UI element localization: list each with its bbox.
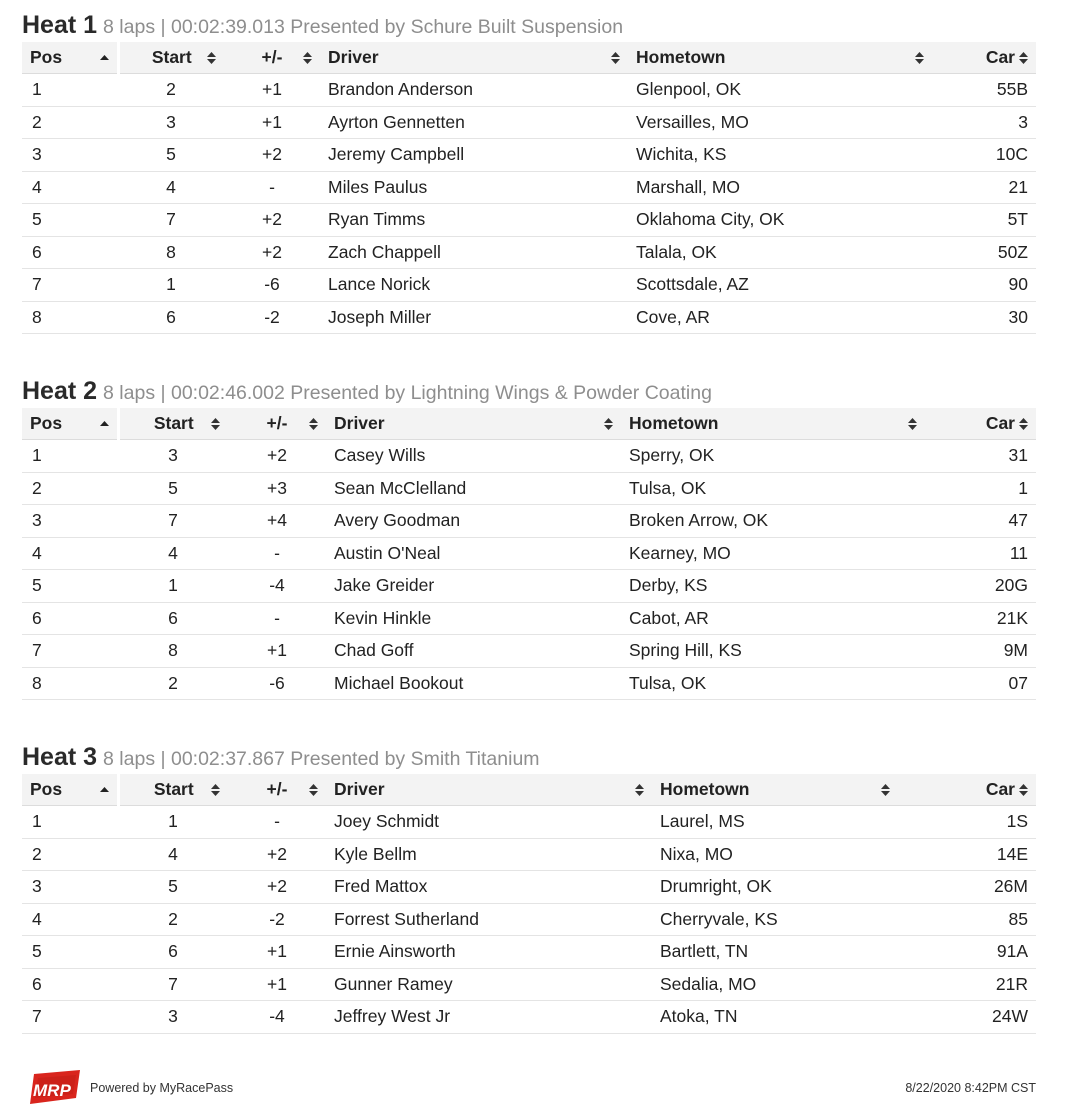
column-header-start[interactable] bbox=[118, 774, 228, 806]
heat-2-section bbox=[22, 374, 1036, 700]
column-header-hometown[interactable] bbox=[621, 408, 925, 440]
heat-title bbox=[22, 374, 1036, 408]
cell-driver[interactable]: Ayrton Gennetten bbox=[320, 106, 628, 139]
cell-start: 5 bbox=[118, 871, 228, 904]
cell-change: +2 bbox=[224, 139, 320, 172]
cell-start: 6 bbox=[118, 301, 224, 334]
heat-1-section bbox=[22, 8, 1036, 334]
column-header-label: Driver bbox=[328, 47, 379, 67]
cell-driver[interactable]: Jake Greider bbox=[326, 570, 621, 603]
cell-pos: 4 bbox=[22, 171, 118, 204]
column-header-car[interactable] bbox=[925, 408, 1036, 440]
column-header-label: Start bbox=[153, 779, 194, 799]
table-row bbox=[22, 171, 1036, 204]
table-row bbox=[22, 537, 1036, 570]
cell-pos: 7 bbox=[22, 1001, 118, 1034]
column-header-label: Pos bbox=[30, 413, 63, 433]
column-header-start[interactable] bbox=[118, 42, 224, 74]
heat-title bbox=[22, 740, 1036, 774]
sort-both-icon bbox=[309, 784, 318, 796]
logo-text: MRP bbox=[33, 1081, 71, 1100]
column-header-car[interactable] bbox=[932, 42, 1036, 74]
sort-both-icon bbox=[915, 52, 924, 64]
column-header-label: Hometown bbox=[636, 47, 726, 67]
column-header-label: Pos bbox=[30, 779, 63, 799]
cell-driver[interactable]: Miles Paulus bbox=[320, 171, 628, 204]
cell-hometown: Cabot, AR bbox=[621, 602, 925, 635]
cell-car: 3 bbox=[932, 106, 1036, 139]
cell-change: -2 bbox=[228, 903, 326, 936]
cell-pos: 4 bbox=[22, 903, 118, 936]
column-header-driver[interactable] bbox=[320, 42, 628, 74]
cell-start: 4 bbox=[118, 838, 228, 871]
cell-driver[interactable]: Lance Norick bbox=[320, 269, 628, 302]
sort-both-icon bbox=[1019, 418, 1028, 430]
table-row bbox=[22, 871, 1036, 904]
column-header-label: Car bbox=[985, 779, 1015, 799]
heat-title bbox=[22, 8, 1036, 42]
cell-hometown: Cove, AR bbox=[628, 301, 932, 334]
cell-pos: 5 bbox=[22, 936, 118, 969]
cell-car: 10C bbox=[932, 139, 1036, 172]
cell-hometown: Marshall, MO bbox=[628, 171, 932, 204]
column-header-hometown[interactable] bbox=[628, 42, 932, 74]
cell-car: 91A bbox=[898, 936, 1036, 969]
cell-pos: 3 bbox=[22, 871, 118, 904]
footer bbox=[26, 1069, 1036, 1105]
cell-change: +2 bbox=[224, 236, 320, 269]
cell-car: 31 bbox=[925, 440, 1036, 473]
cell-car: 90 bbox=[932, 269, 1036, 302]
sort-asc-icon bbox=[100, 418, 109, 430]
cell-pos: 6 bbox=[22, 968, 118, 1001]
cell-pos: 3 bbox=[22, 505, 118, 538]
cell-hometown: Cherryvale, KS bbox=[652, 903, 898, 936]
cell-car: 1S bbox=[898, 806, 1036, 839]
cell-change: +2 bbox=[228, 871, 326, 904]
cell-driver[interactable]: Avery Goodman bbox=[326, 505, 621, 538]
cell-pos: 3 bbox=[22, 139, 118, 172]
table-row bbox=[22, 269, 1036, 302]
cell-hometown: Kearney, MO bbox=[621, 537, 925, 570]
table-row bbox=[22, 968, 1036, 1001]
cell-driver[interactable]: Casey Wills bbox=[326, 440, 621, 473]
heat-info: 8 laps | 00:02:39.013 Presented by Schure Built Suspension bbox=[103, 16, 624, 38]
cell-change: - bbox=[228, 537, 326, 570]
cell-change: +1 bbox=[224, 106, 320, 139]
cell-driver[interactable]: Michael Bookout bbox=[326, 667, 621, 700]
cell-driver[interactable]: Zach Chappell bbox=[320, 236, 628, 269]
cell-start: 6 bbox=[118, 602, 228, 635]
cell-hometown: Sperry, OK bbox=[621, 440, 925, 473]
column-header-change[interactable] bbox=[228, 408, 326, 440]
column-header-start[interactable] bbox=[118, 408, 228, 440]
cell-car: 47 bbox=[925, 505, 1036, 538]
cell-hometown: Wichita, KS bbox=[628, 139, 932, 172]
cell-driver[interactable]: Fred Mattox bbox=[326, 871, 652, 904]
cell-hometown: Nixa, MO bbox=[652, 838, 898, 871]
cell-car: 14E bbox=[898, 838, 1036, 871]
column-header-label: Start bbox=[153, 413, 194, 433]
cell-car: 24W bbox=[898, 1001, 1036, 1034]
cell-change: +2 bbox=[228, 440, 326, 473]
cell-hometown: Bartlett, TN bbox=[652, 936, 898, 969]
cell-driver[interactable]: Gunner Ramey bbox=[326, 968, 652, 1001]
cell-start: 5 bbox=[118, 139, 224, 172]
table-row bbox=[22, 667, 1036, 700]
cell-change: +1 bbox=[224, 74, 320, 107]
cell-start: 3 bbox=[118, 1001, 228, 1034]
cell-change: +4 bbox=[228, 505, 326, 538]
cell-change: +1 bbox=[228, 635, 326, 668]
sort-both-icon bbox=[1019, 52, 1028, 64]
cell-start: 8 bbox=[118, 236, 224, 269]
cell-car: 21K bbox=[925, 602, 1036, 635]
cell-pos: 1 bbox=[22, 440, 118, 473]
heat-name: Heat 2 bbox=[22, 377, 98, 405]
cell-hometown: Versailles, MO bbox=[628, 106, 932, 139]
cell-pos: 4 bbox=[22, 537, 118, 570]
cell-driver[interactable]: Brandon Anderson bbox=[320, 74, 628, 107]
cell-driver[interactable]: Forrest Sutherland bbox=[326, 903, 652, 936]
table-row bbox=[22, 106, 1036, 139]
cell-start: 5 bbox=[118, 472, 228, 505]
heat-name: Heat 3 bbox=[22, 743, 98, 771]
sort-both-icon bbox=[908, 418, 917, 430]
cell-pos: 7 bbox=[22, 269, 118, 302]
table-row bbox=[22, 505, 1036, 538]
myracepass-logo[interactable] bbox=[26, 1070, 80, 1104]
cell-pos: 1 bbox=[22, 806, 118, 839]
cell-pos: 6 bbox=[22, 602, 118, 635]
table-row bbox=[22, 635, 1036, 668]
cell-hometown: Laurel, MS bbox=[652, 806, 898, 839]
cell-start: 2 bbox=[118, 903, 228, 936]
heat-3-section bbox=[22, 740, 1036, 1034]
cell-hometown: Scottsdale, AZ bbox=[628, 269, 932, 302]
column-header-pos[interactable] bbox=[22, 42, 118, 74]
cell-start: 8 bbox=[118, 635, 228, 668]
cell-driver[interactable]: Kyle Bellm bbox=[326, 838, 652, 871]
cell-change: -2 bbox=[224, 301, 320, 334]
results-table bbox=[22, 42, 1036, 334]
results-table bbox=[22, 774, 1036, 1034]
cell-change: -4 bbox=[228, 570, 326, 603]
cell-driver[interactable]: Ryan Timms bbox=[320, 204, 628, 237]
cell-start: 1 bbox=[118, 806, 228, 839]
cell-hometown: Tulsa, OK bbox=[621, 472, 925, 505]
powered-by-label[interactable]: Powered by MyRacePass bbox=[90, 1081, 234, 1095]
sort-both-icon bbox=[303, 52, 312, 64]
sort-asc-icon bbox=[100, 52, 109, 64]
table-row bbox=[22, 570, 1036, 603]
cell-start: 4 bbox=[118, 171, 224, 204]
sort-both-icon bbox=[211, 418, 220, 430]
cell-pos: 2 bbox=[22, 106, 118, 139]
heat-info: 8 laps | 00:02:46.002 Presented by Lightning Wings & Powder Coating bbox=[103, 382, 712, 404]
column-header-label: Start bbox=[151, 47, 192, 67]
cell-car: 9M bbox=[925, 635, 1036, 668]
sort-both-icon bbox=[309, 418, 318, 430]
cell-change: - bbox=[228, 806, 326, 839]
cell-change: +2 bbox=[228, 838, 326, 871]
cell-car: 21R bbox=[898, 968, 1036, 1001]
cell-start: 1 bbox=[118, 570, 228, 603]
table-row bbox=[22, 602, 1036, 635]
sort-both-icon bbox=[881, 784, 890, 796]
column-header-car[interactable] bbox=[898, 774, 1036, 806]
cell-change: +3 bbox=[228, 472, 326, 505]
table-row bbox=[22, 139, 1036, 172]
cell-change: -6 bbox=[224, 269, 320, 302]
cell-change: - bbox=[224, 171, 320, 204]
table-row bbox=[22, 838, 1036, 871]
cell-car: 30 bbox=[932, 301, 1036, 334]
cell-pos: 5 bbox=[22, 570, 118, 603]
table-row bbox=[22, 301, 1036, 334]
cell-change: +1 bbox=[228, 936, 326, 969]
cell-start: 7 bbox=[118, 968, 228, 1001]
cell-pos: 1 bbox=[22, 74, 118, 107]
cell-driver[interactable]: Joseph Miller bbox=[320, 301, 628, 334]
cell-pos: 6 bbox=[22, 236, 118, 269]
sort-asc-icon bbox=[100, 784, 109, 796]
timestamp: 8/22/2020 8:42PM CST bbox=[905, 1081, 1036, 1095]
cell-car: 55B bbox=[932, 74, 1036, 107]
results-table bbox=[22, 408, 1036, 700]
cell-car: 20G bbox=[925, 570, 1036, 603]
column-header-change[interactable] bbox=[224, 42, 320, 74]
column-header-hometown[interactable] bbox=[652, 774, 898, 806]
column-header-label: Hometown bbox=[660, 779, 750, 799]
table-row bbox=[22, 472, 1036, 505]
table-row bbox=[22, 1001, 1036, 1034]
table-row bbox=[22, 204, 1036, 237]
sort-both-icon bbox=[1019, 784, 1028, 796]
cell-car: 50Z bbox=[932, 236, 1036, 269]
cell-hometown: Sedalia, MO bbox=[652, 968, 898, 1001]
sort-both-icon bbox=[604, 418, 613, 430]
table-row bbox=[22, 440, 1036, 473]
cell-change: -6 bbox=[228, 667, 326, 700]
cell-car: 1 bbox=[925, 472, 1036, 505]
table-row bbox=[22, 236, 1036, 269]
cell-driver[interactable]: Sean McClelland bbox=[326, 472, 621, 505]
cell-hometown: Glenpool, OK bbox=[628, 74, 932, 107]
cell-pos: 5 bbox=[22, 204, 118, 237]
cell-car: 26M bbox=[898, 871, 1036, 904]
cell-driver[interactable]: Kevin Hinkle bbox=[326, 602, 621, 635]
column-header-change[interactable] bbox=[228, 774, 326, 806]
cell-start: 6 bbox=[118, 936, 228, 969]
cell-start: 3 bbox=[118, 106, 224, 139]
cell-driver[interactable]: Jeffrey West Jr bbox=[326, 1001, 652, 1034]
cell-change: - bbox=[228, 602, 326, 635]
heat-info: 8 laps | 00:02:37.867 Presented by Smith Titanium bbox=[103, 748, 540, 770]
cell-change: +1 bbox=[228, 968, 326, 1001]
column-header-label: Driver bbox=[334, 413, 385, 433]
table-row bbox=[22, 806, 1036, 839]
column-header-label: Pos bbox=[30, 47, 63, 67]
cell-hometown: Talala, OK bbox=[628, 236, 932, 269]
cell-hometown: Broken Arrow, OK bbox=[621, 505, 925, 538]
cell-start: 7 bbox=[118, 204, 224, 237]
column-header-label: Car bbox=[985, 413, 1015, 433]
column-header-label: +/- bbox=[261, 47, 283, 67]
table-row bbox=[22, 936, 1036, 969]
table-row bbox=[22, 74, 1036, 107]
cell-start: 4 bbox=[118, 537, 228, 570]
column-header-driver[interactable] bbox=[326, 774, 652, 806]
heat-name: Heat 1 bbox=[22, 11, 98, 39]
cell-start: 2 bbox=[118, 74, 224, 107]
column-header-driver[interactable] bbox=[326, 408, 621, 440]
cell-hometown: Tulsa, OK bbox=[621, 667, 925, 700]
cell-start: 2 bbox=[118, 667, 228, 700]
column-header-label: Hometown bbox=[629, 413, 719, 433]
cell-car: 21 bbox=[932, 171, 1036, 204]
cell-pos: 7 bbox=[22, 635, 118, 668]
sort-both-icon bbox=[207, 52, 216, 64]
cell-start: 7 bbox=[118, 505, 228, 538]
cell-pos: 2 bbox=[22, 838, 118, 871]
cell-change: -4 bbox=[228, 1001, 326, 1034]
sort-both-icon bbox=[211, 784, 220, 796]
cell-hometown: Oklahoma City, OK bbox=[628, 204, 932, 237]
cell-hometown: Derby, KS bbox=[621, 570, 925, 603]
cell-car: 11 bbox=[925, 537, 1036, 570]
column-header-label: +/- bbox=[266, 779, 288, 799]
cell-pos: 2 bbox=[22, 472, 118, 505]
sort-both-icon bbox=[611, 52, 620, 64]
cell-car: 5T bbox=[932, 204, 1036, 237]
cell-driver[interactable]: Chad Goff bbox=[326, 635, 621, 668]
column-header-pos[interactable] bbox=[22, 774, 118, 806]
cell-change: +2 bbox=[224, 204, 320, 237]
cell-pos: 8 bbox=[22, 301, 118, 334]
cell-hometown: Atoka, TN bbox=[652, 1001, 898, 1034]
cell-driver[interactable]: Ernie Ainsworth bbox=[326, 936, 652, 969]
cell-start: 1 bbox=[118, 269, 224, 302]
cell-hometown: Spring Hill, KS bbox=[621, 635, 925, 668]
cell-pos: 8 bbox=[22, 667, 118, 700]
column-header-label: +/- bbox=[266, 413, 288, 433]
table-row bbox=[22, 903, 1036, 936]
cell-car: 85 bbox=[898, 903, 1036, 936]
column-header-pos[interactable] bbox=[22, 408, 118, 440]
cell-driver[interactable]: Jeremy Campbell bbox=[320, 139, 628, 172]
cell-car: 07 bbox=[925, 667, 1036, 700]
cell-hometown: Drumright, OK bbox=[652, 871, 898, 904]
sort-both-icon bbox=[635, 784, 644, 796]
column-header-label: Driver bbox=[334, 779, 385, 799]
cell-start: 3 bbox=[118, 440, 228, 473]
column-header-label: Car bbox=[985, 47, 1015, 67]
cell-driver[interactable]: Joey Schmidt bbox=[326, 806, 652, 839]
cell-driver[interactable]: Austin O'Neal bbox=[326, 537, 621, 570]
